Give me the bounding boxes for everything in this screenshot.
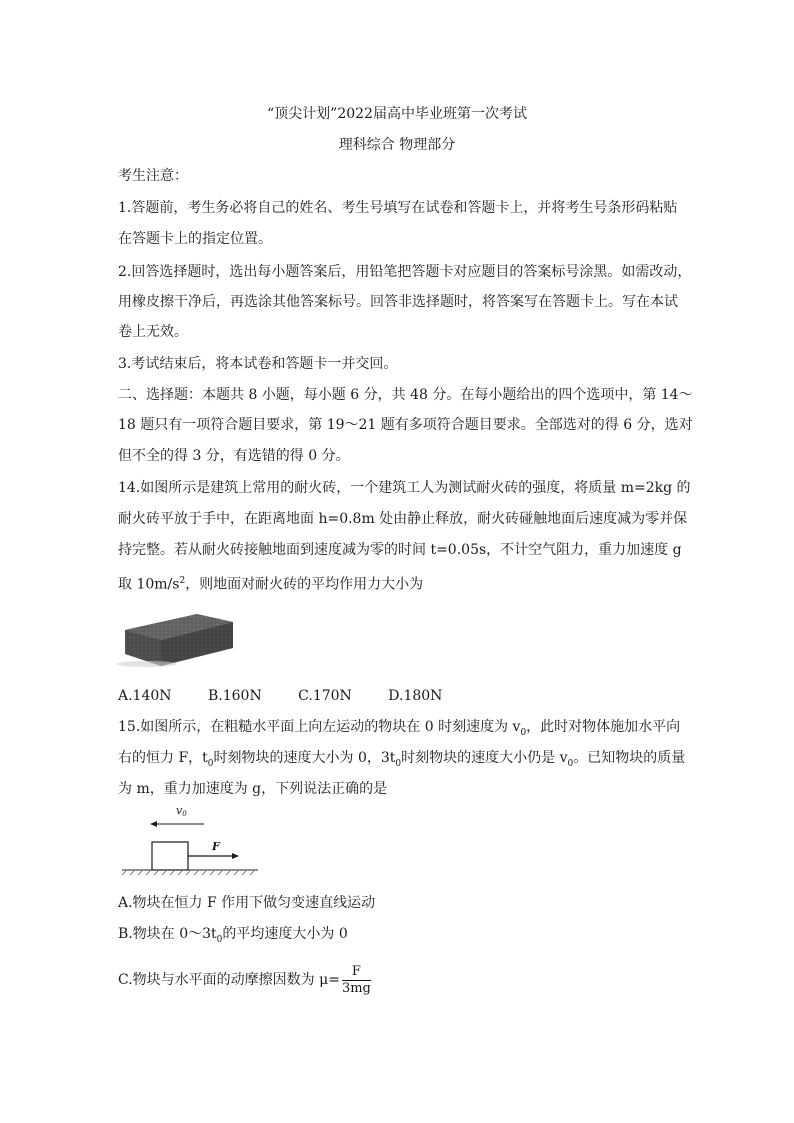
- q14-option-c[interactable]: C.170N: [298, 688, 352, 704]
- section-instructions-line-1: 二、选择题：本题共 8 小题，每小题 6 分，共 48 分。在每小题给出的四个选项中，第 14～: [118, 387, 693, 403]
- q15-line-1: 15.如图所示，在粗糙水平面上向左运动的物块在 0 时刻速度为 $v_0$，此时对物体施加水平向: [118, 719, 681, 738]
- q14-options: [118, 686, 678, 706]
- notice-item-2-line-1: 2.回答选择题时，选出每小题答案后，用铅笔把答题卡对应题目的答案标号涂黑。如需改动，: [118, 264, 692, 280]
- q14-line-4: 取 $10m/s^2$，则地面对耐火砖的平均作用力大小为: [118, 576, 424, 593]
- q15-option-c[interactable]: C.物块与水平面的动摩擦因数为 μ= $\frac{F}{3mg}$: [118, 963, 371, 996]
- q14-option-d[interactable]: D.180N: [388, 688, 443, 704]
- q15-line-3: 为 m，重力加速度为 g，下列说法正确的是: [118, 781, 388, 797]
- force-arrowhead: [232, 853, 239, 859]
- velocity-arrowhead: [150, 821, 157, 827]
- q14-line-2: 耐火砖平放于手中，在距离地面 h=0.8m 处由静止释放，耐火砖碰触地面后速度减为零并保: [118, 511, 688, 527]
- section-instructions-line-3: 但不全的得 3 分，有选错的得 0 分。: [118, 448, 350, 464]
- velocity-label: v0: [176, 804, 187, 818]
- q15-option-a[interactable]: A.物块在恒力 F 作用下做匀变速直线运动: [118, 895, 376, 911]
- block: [152, 842, 188, 870]
- q14-line-3: 持完整。若从耐火砖接触地面到速度减为零的时间 t=0.05s，不计空气阻力，重力加速度 g: [118, 542, 682, 558]
- exam-subtitle: 理科综合 物理部分: [338, 137, 456, 153]
- q15-option-b[interactable]: B.物块在 $0\sim 3t_0$的平均速度大小为 0: [118, 926, 348, 945]
- block-force-diagram: [120, 800, 260, 875]
- q14-option-b[interactable]: B.160N: [208, 688, 262, 704]
- firebrick-image: [117, 608, 235, 668]
- force-label: F: [212, 840, 220, 853]
- q14-line-1: 14.如图所示是建筑上常用的耐火砖，一个建筑工人为测试耐火砖的强度，将质量 m=2kg 的: [118, 480, 691, 496]
- notice-item-2-line-2: 用橡皮擦干净后，再选涂其他答案标号。回答非选择题时，将答案写在答题卡上。写在本试: [118, 294, 678, 310]
- q14-option-a[interactable]: A.140N: [118, 688, 172, 704]
- notice-heading: 考生注意：: [118, 168, 188, 184]
- notice-item-2-line-3: 卷上无效。: [118, 324, 188, 340]
- mu-fraction: $\frac{F}{3mg}$: [341, 963, 371, 996]
- section-instructions-line-2: 18 题只有一项符合题目要求，第 19～21 题有多项符合题目要求。全部选对的得 6 分，选对: [118, 417, 693, 433]
- ground-hatching: [122, 871, 254, 875]
- exam-title: “顶尖计划”2022届高中毕业班第一次考试: [267, 106, 527, 122]
- notice-item-3: 3.考试结束后，将本试卷和答题卡一并交回。: [118, 356, 398, 372]
- notice-item-1-line-1: 1.答题前，考生务必将自己的姓名、考生号填写在试卷和答题卡上，并将考生号条形码粘贴: [118, 200, 678, 216]
- q15-line-2: 右的恒力 F，$t_0$时刻物块的速度大小为 0，$3t_0$时刻物块的速度大小仍是 $v_0$。已知物块的质量: [118, 750, 686, 769]
- notice-item-1-line-2: 在答题卡上的指定位置。: [118, 231, 272, 247]
